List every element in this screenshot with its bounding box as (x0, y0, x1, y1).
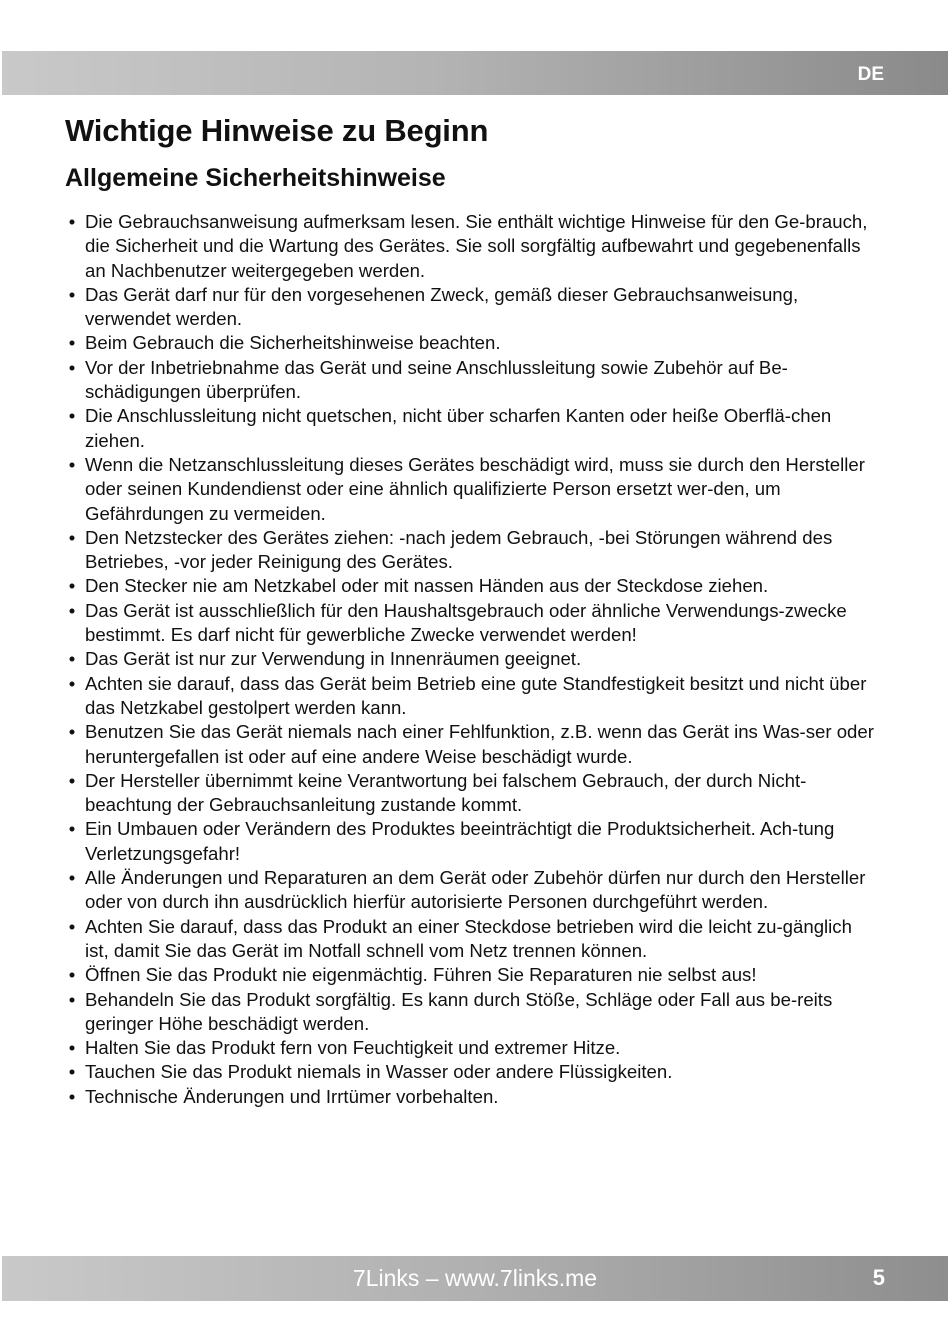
list-item (66, 1036, 876, 1060)
list-item-text: Das Gerät ist nur zur Verwendung in Innenräumen geeignet. (85, 648, 582, 670)
list-item-text: Achten sie darauf, dass das Gerät beim Betrieb eine gute Standfestigkeit besitzt und nicht über das Netzkabel gestolpert werden kann. (85, 672, 867, 718)
list-item (66, 988, 876, 1037)
list-item (66, 963, 876, 987)
list-item-text: Beim Gebrauch die Sicherheitshinweise beachten. (85, 332, 501, 354)
list-item-text: Die Anschlussleitung nicht quetschen, nicht über scharfen Kanten oder heiße Oberflä-chen ziehen. (85, 405, 832, 451)
list-item-text: Tauchen Sie das Produkt niemals in Wasser oder andere Flüssigkeiten. (85, 1061, 673, 1083)
bullet-icon: • (68, 599, 76, 621)
list-item-text: Alle Änderungen und Reparaturen an dem Gerät oder Zubehör dürfen nur durch den Hersteller oder von durch ihn ausdrücklich hierfür autorisierte Personen durchgeführt werden. (85, 867, 866, 913)
list-item (66, 647, 876, 671)
list-item (66, 404, 876, 453)
bullet-icon: • (68, 356, 76, 378)
list-item (66, 817, 876, 866)
list-item (66, 210, 876, 283)
list-item (66, 331, 876, 355)
bullet-icon: • (68, 1061, 76, 1083)
list-item (66, 599, 876, 648)
bullet-icon: • (68, 672, 76, 694)
bullet-icon: • (68, 283, 76, 305)
bullet-icon: • (68, 964, 76, 986)
list-item-text: Den Stecker nie am Netzkabel oder mit nassen Händen aus der Steckdose ziehen. (85, 575, 769, 597)
safety-instructions-list (66, 210, 876, 1109)
list-item (66, 453, 876, 526)
section-subtitle: Allgemeine Sicherheitshinweise (65, 164, 446, 192)
list-item-text: Den Netzstecker des Gerätes ziehen: -nach jedem Gebrauch, -bei Störungen während des Betriebes, -vor jeder Reinigung des Gerätes. (85, 526, 833, 573)
list-item-text: Halten Sie das Produkt fern von Feuchtigkeit und extremer Hitze. (85, 1037, 621, 1059)
page-title: Wichtige Hinweise zu Beginn (65, 113, 489, 148)
list-item-text: Behandeln Sie das Produkt sorgfältig. Es kann durch Stöße, Schläge oder Fall aus be-reits geringer Höhe beschädigt werden. (85, 988, 833, 1034)
list-item-text: Benutzen Sie das Gerät niemals nach einer Fehlfunktion, z.B. wenn das Gerät ins Was-ser oder heruntergefallen ist oder auf eine andere Weise beschädigt wurde. (85, 721, 874, 767)
list-item (66, 769, 876, 818)
list-item-text: Das Gerät darf nur für den vorgesehenen Zweck, gemäß dieser Gebrauchsanweisung, verwendet werden. (85, 283, 799, 330)
bullet-icon: • (68, 453, 76, 475)
header-bar (2, 51, 948, 95)
list-item (66, 356, 876, 405)
bullet-icon: • (68, 575, 76, 597)
bullet-icon: • (68, 988, 76, 1010)
list-item-text: Achten Sie darauf, dass das Produkt an einer Steckdose betrieben wird die leicht zu-gänglich ist, damit Sie das Gerät im Notfall schnell vom Netz trennen können. (85, 915, 852, 961)
bullet-icon: • (68, 405, 76, 427)
list-item (66, 1085, 876, 1109)
list-item-text: Vor der Inbetriebnahme das Gerät und seine Anschlussleitung sowie Zubehör auf Be-schädigungen überprüfen. (85, 356, 788, 403)
bullet-icon: • (68, 332, 76, 354)
list-item (66, 574, 876, 598)
bullet-icon: • (68, 721, 76, 743)
bullet-icon: • (68, 915, 76, 937)
bullet-icon: • (68, 769, 76, 791)
language-label: DE (857, 64, 884, 85)
bullet-icon: • (68, 818, 76, 840)
list-item-text: Das Gerät ist ausschließlich für den Haushaltsgebrauch oder ähnliche Verwendungs-zwecke bestimmt. Es darf nicht für gewerbliche Zwecke verwendet werden! (85, 599, 847, 646)
list-item-text: Ein Umbauen oder Verändern des Produktes beeinträchtigt die Produktsicherheit. Ach-tung Verletzungsgefahr! (85, 818, 835, 864)
bullet-icon: • (68, 867, 76, 889)
bullet-icon: • (68, 648, 76, 670)
list-item-text: Öffnen Sie das Produkt nie eigenmächtig. Führen Sie Reparaturen nie selbst aus! (85, 964, 757, 986)
list-item (66, 866, 876, 915)
list-item-text: Technische Änderungen und Irrtümer vorbehalten. (85, 1085, 499, 1107)
list-item (66, 526, 876, 575)
footer-brand-text: 7Links – www.7links.me (352, 1265, 598, 1291)
list-item-text: Die Gebrauchsanweisung aufmerksam lesen. Sie enthält wichtige Hinweise für den Ge-brauch, die Sicherheit und die Wartung des Gerätes. Sie soll sorgfältig aufbewahrt und gegebenenfalls an Nachbenutzer weitergegeben werden. (85, 211, 868, 281)
list-item (66, 720, 876, 769)
list-item (66, 1060, 876, 1084)
list-item (66, 672, 876, 721)
list-item (66, 915, 876, 964)
bullet-icon: • (68, 211, 76, 232)
bullet-icon: • (68, 1037, 76, 1059)
list-item (66, 283, 876, 332)
bullet-icon: • (68, 1085, 76, 1107)
footer-bar (2, 1256, 948, 1301)
bullet-icon: • (68, 526, 76, 548)
page-number: 5 (872, 1265, 885, 1290)
list-item-text: Der Hersteller übernimmt keine Verantwortung bei falschem Gebrauch, der durch Nicht-beachtung der Gebrauchsanleitung zustande kommt. (85, 769, 807, 816)
list-item-text: Wenn die Netzanschlussleitung dieses Gerätes beschädigt wird, muss sie durch den Hersteller oder seinen Kundendienst oder eine ähnlich qualifizierte Person ersetzt wer-den, um Gefährdungen zu vermeiden. (85, 453, 865, 524)
